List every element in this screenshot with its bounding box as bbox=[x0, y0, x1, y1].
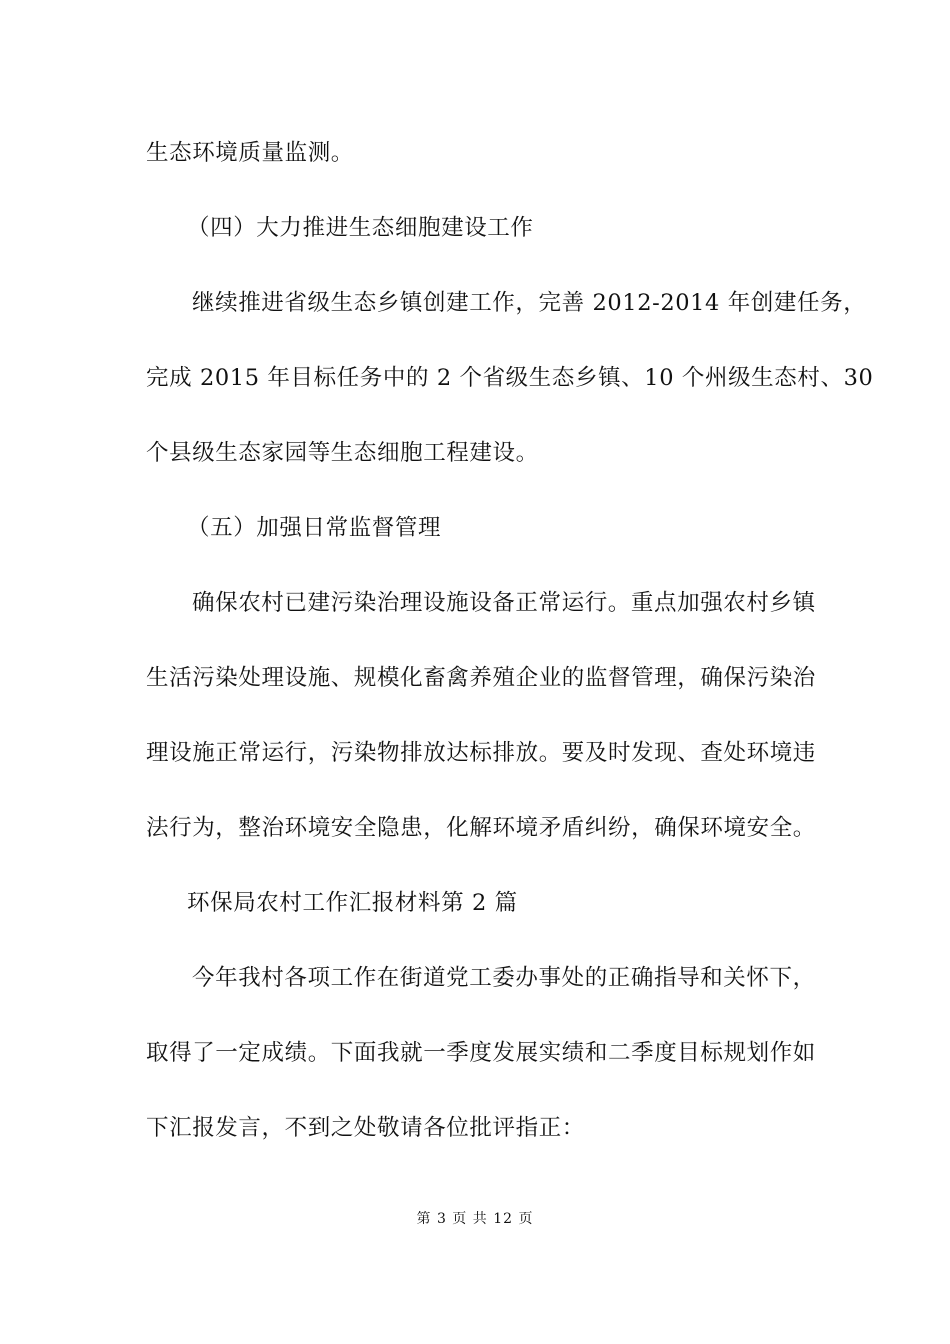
paragraph-line: 个县级生态家园等生态细胞工程建设。 bbox=[146, 440, 539, 466]
paragraph-line: 生活污染处理设施、规模化畜禽养殖企业的监督管理，确保污染治 bbox=[146, 665, 816, 691]
paragraph-line: 确保农村已建污染治理设施设备正常运行。重点加强农村乡镇 bbox=[192, 590, 816, 616]
article-title: 环保局农村工作汇报材料第 2 篇 bbox=[187, 890, 518, 916]
paragraph-line: 今年我村各项工作在街道党工委办事处的正确指导和关怀下， bbox=[192, 965, 816, 991]
paragraph-line: 生态环境质量监测。 bbox=[146, 140, 354, 166]
section-heading-5: （五）加强日常监督管理 bbox=[187, 515, 442, 541]
paragraph-line: 下汇报发言，不到之处敬请各位批评指正： bbox=[146, 1115, 585, 1141]
paragraph-line: 法行为，整治环境安全隐患，化解环境矛盾纠纷，确保环境安全。 bbox=[146, 815, 816, 841]
section-heading-4: （四）大力推进生态细胞建设工作 bbox=[187, 215, 534, 241]
page-number-footer: 第 3 页 共 12 页 bbox=[416, 1211, 534, 1227]
paragraph-line: 理设施正常运行，污染物排放达标排放。要及时发现、查处环境违 bbox=[146, 740, 816, 766]
paragraph-line: 继续推进省级生态乡镇创建工作，完善 2012-2014 年创建任务， bbox=[192, 290, 867, 316]
paragraph-line: 完成 2015 年目标任务中的 2 个省级生态乡镇、10 个州级生态村、30 bbox=[146, 365, 874, 391]
paragraph-line: 取得了一定成绩。下面我就一季度发展实绩和二季度目标规划作如 bbox=[146, 1040, 816, 1066]
